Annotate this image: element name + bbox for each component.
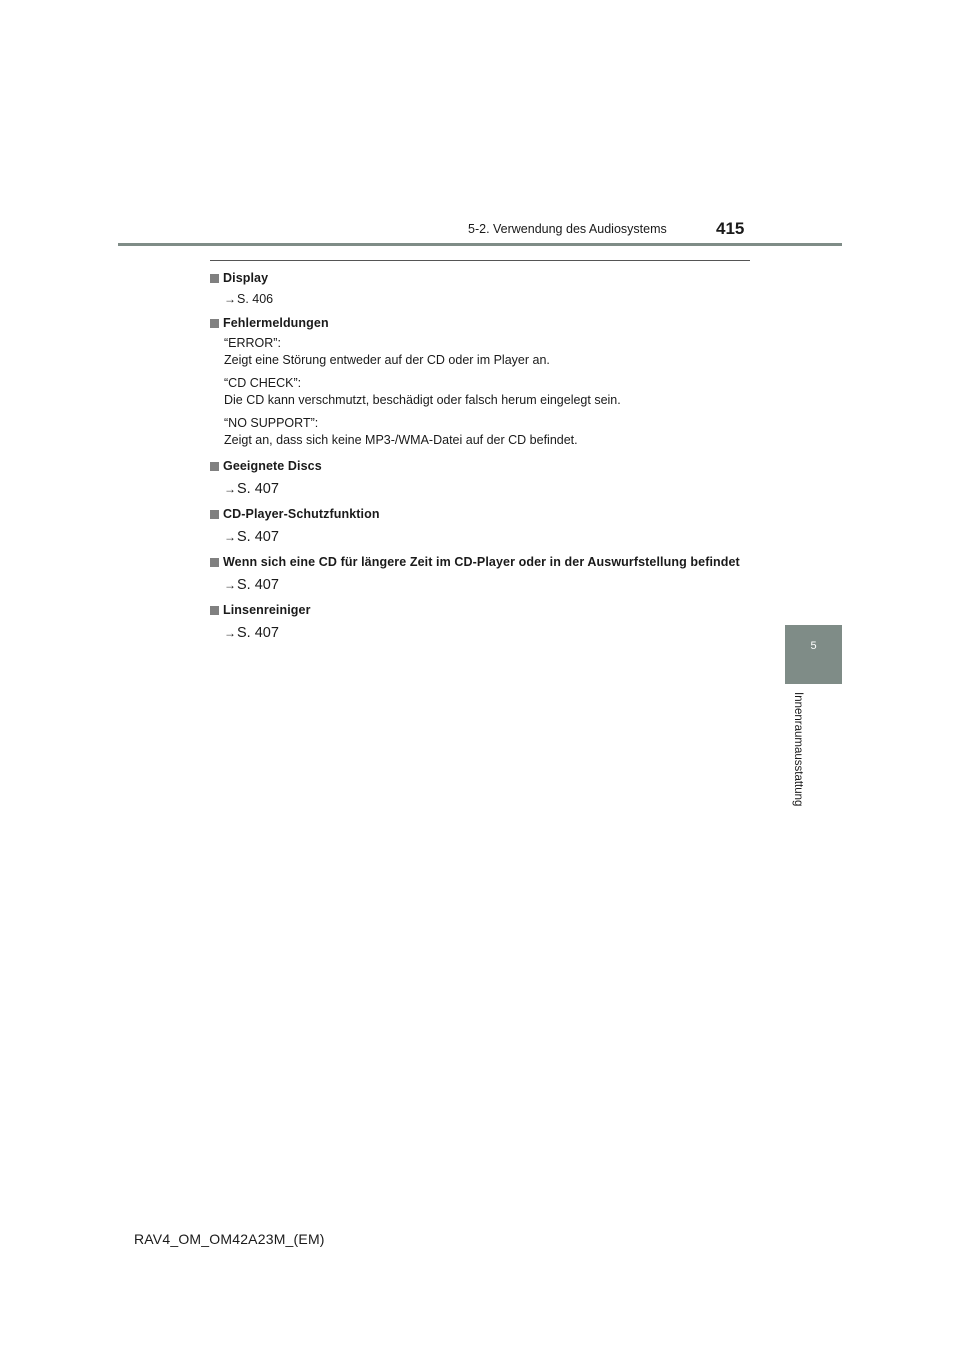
section-heading: Linsenreiniger bbox=[223, 603, 311, 617]
message-code: “CD CHECK”: bbox=[224, 376, 302, 390]
arrow-right-icon: → bbox=[224, 626, 236, 640]
arrow-right-icon: → bbox=[224, 578, 236, 592]
section-linsenreiniger bbox=[210, 602, 750, 641]
section-cd-in-player bbox=[210, 554, 750, 593]
square-bullet-icon bbox=[210, 510, 219, 519]
section-fehlermeldungen bbox=[210, 315, 750, 449]
page-number: 415 bbox=[716, 219, 745, 238]
section-heading: Geeignete Discs bbox=[223, 459, 322, 473]
square-bullet-icon bbox=[210, 606, 219, 615]
page-reference[interactable] bbox=[210, 292, 750, 306]
content-divider bbox=[210, 260, 750, 261]
footer-document-code: RAV4_OM_OM42A23M_(EM) bbox=[134, 1231, 325, 1247]
section-heading: CD-Player-Schutzfunktion bbox=[223, 507, 380, 521]
error-message-cd-check bbox=[210, 375, 750, 409]
chapter-title: Innenraumausstattung bbox=[792, 692, 804, 807]
error-message-error bbox=[210, 335, 750, 369]
message-description: Zeigt eine Störung entweder auf der CD oder im Player an. bbox=[224, 353, 550, 367]
header-rule bbox=[118, 243, 842, 246]
error-message-no-support bbox=[210, 415, 750, 449]
reference-text: S. 407 bbox=[237, 529, 279, 545]
message-code: “NO SUPPORT”: bbox=[224, 416, 319, 430]
message-description: Die CD kann verschmutzt, beschädigt oder falsch herum eingelegt sein. bbox=[224, 393, 621, 407]
header-section-title: 5-2. Verwendung des Audiosystems bbox=[468, 222, 667, 236]
page-reference[interactable] bbox=[210, 481, 750, 497]
reference-text: S. 406 bbox=[237, 292, 274, 306]
arrow-right-icon: → bbox=[224, 530, 236, 544]
square-bullet-icon bbox=[210, 274, 219, 283]
square-bullet-icon bbox=[210, 319, 219, 328]
arrow-right-icon: → bbox=[224, 292, 236, 306]
section-display bbox=[210, 270, 750, 306]
page-reference[interactable] bbox=[210, 577, 750, 593]
page-content bbox=[210, 270, 750, 641]
square-bullet-icon bbox=[210, 558, 219, 567]
chapter-tab[interactable] bbox=[785, 625, 842, 684]
chapter-number: 5 bbox=[810, 640, 817, 652]
page-reference[interactable] bbox=[210, 529, 750, 545]
reference-text: S. 407 bbox=[237, 577, 279, 593]
reference-text: S. 407 bbox=[237, 481, 279, 497]
message-description: Zeigt an, dass sich keine MP3-/WMA-Datei auf der CD befindet. bbox=[224, 433, 578, 447]
page-reference[interactable] bbox=[210, 625, 750, 641]
reference-text: S. 407 bbox=[237, 625, 279, 641]
section-heading: Display bbox=[223, 271, 269, 285]
message-code: “ERROR”: bbox=[224, 336, 281, 350]
section-heading: Fehlermeldungen bbox=[223, 316, 329, 330]
square-bullet-icon bbox=[210, 462, 219, 471]
section-geeignete-discs bbox=[210, 458, 750, 497]
arrow-right-icon: → bbox=[224, 482, 236, 496]
section-cd-player-schutzfunktion bbox=[210, 506, 750, 545]
section-heading: Wenn sich eine CD für längere Zeit im CD-Player oder in der Auswurfstellung befindet bbox=[223, 555, 740, 569]
